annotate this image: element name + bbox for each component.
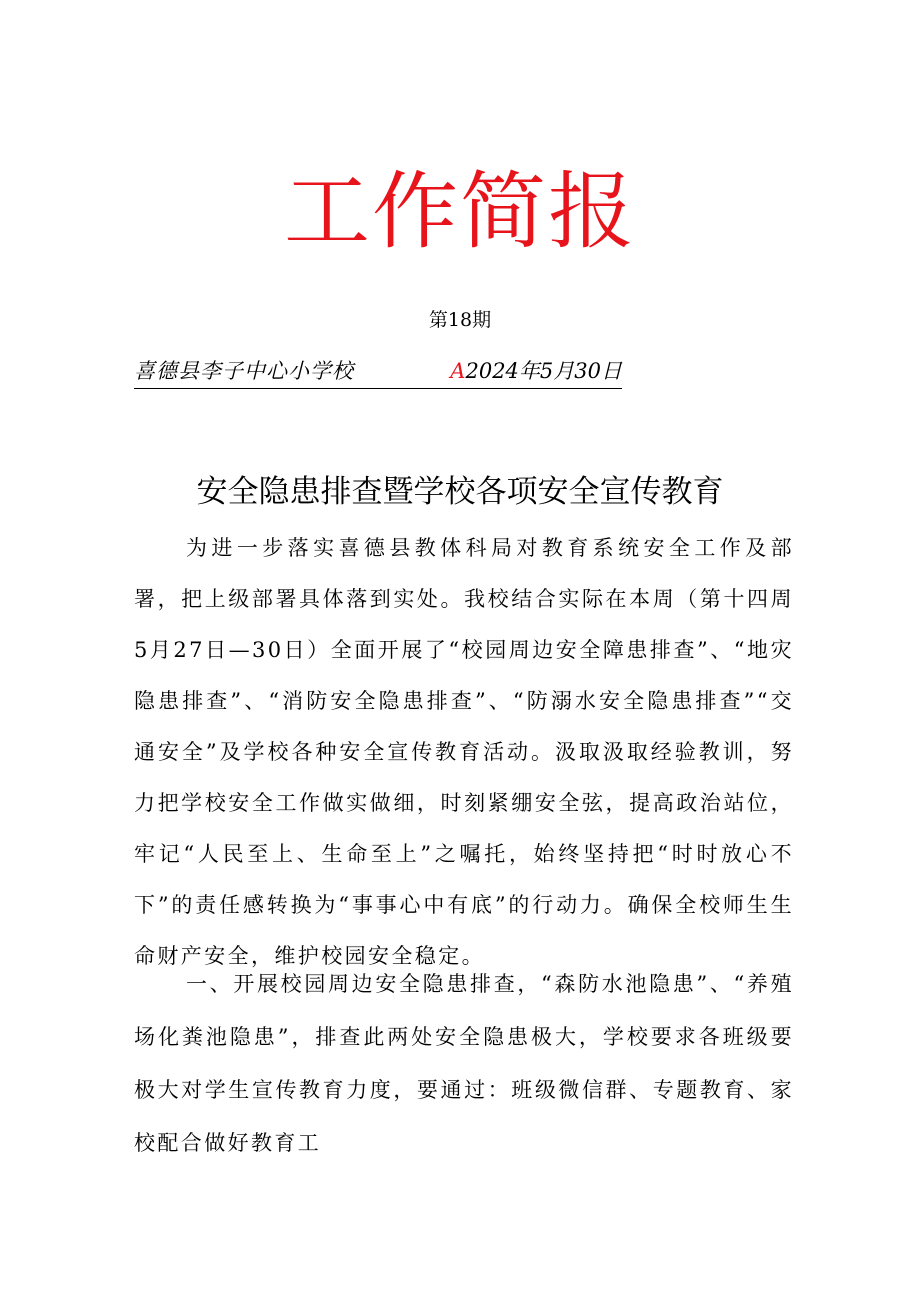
organization-name: 喜德县李子中心小学校 <box>134 359 354 383</box>
masthead-title: 工作简报 <box>284 163 636 261</box>
paragraph-text: 一、开展校园周边安全隐患排查，“森防水池隐患”、“养殖场化粪池隐患”，排查此两处安全隐患极大，学校要求各班级要极大对学生宣传教育力度，要通过：班级微信群、专题教育、家校配合做好教育工 <box>134 972 794 1155</box>
article-title: 安全隐患排查暨学校各项安全宣传教育 <box>196 474 724 510</box>
header-info-line <box>134 354 622 389</box>
issue-number: 第18期 <box>428 309 492 331</box>
paragraph-text: 为进一步落实喜德县教体科局对教育系统安全工作及部署，把上级部署具体落到实处。我校结合实际在本周（第十四周5月27日—30日）全面开展了“校园周边安全障患排查”、“地灾隐患排查”、“消防安全隐患排查”、“防溺水安全隐患排查”“交通安全”及学校各种安全宣传教育活动。汲取汲取经验教训，努力把学校安全工作做实做细，时刻紧绷安全弦，提高政治站位，牢记“人民至上、生命至上”之嘱托，始终坚持把“时时放心不下”的责任感转换为“事事心中有底”的行动力。确保全校师生生命财产安全，维护校园安全稳定。 <box>134 536 794 968</box>
article-paragraph-2 <box>134 958 794 1170</box>
date-mark: A <box>450 359 466 383</box>
publish-date <box>450 354 622 388</box>
date-text: 2024年5月30日 <box>465 359 622 383</box>
article-paragraph-1 <box>134 523 794 982</box>
